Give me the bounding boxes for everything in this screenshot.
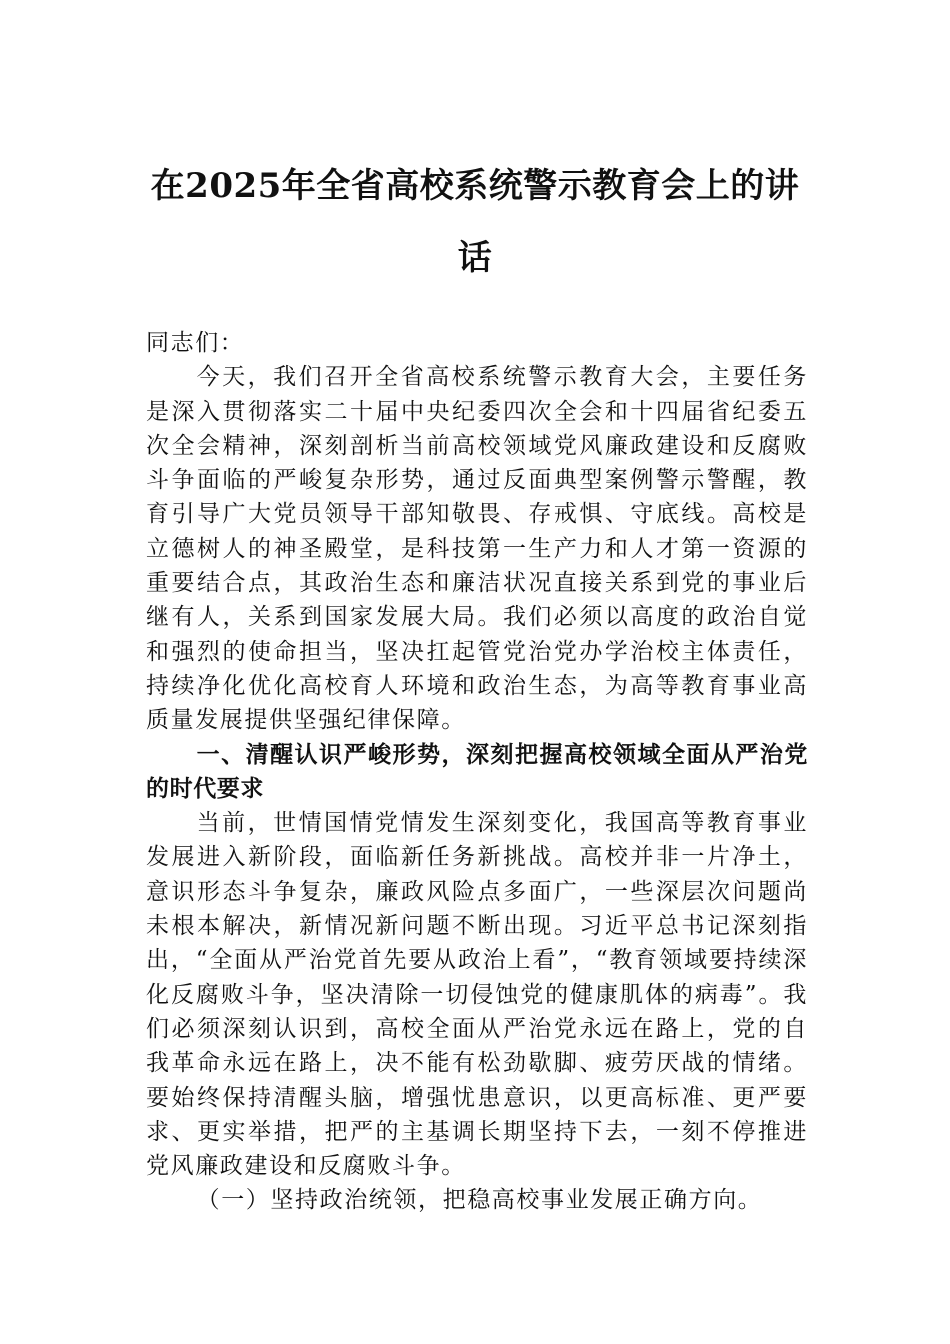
salutation: 同志们：	[146, 330, 245, 356]
intro-paragraph: 今天，我们召开全省高校系统警示教育大会，主要任务是深入贯彻落实二十届中央纪委四次全会和十四届省纪委五次全会精神，深刻剖析当前高校领域党风廉政建设和反腐败斗争面临的严峻复杂形势，通过反面典型案例警示警醒，教育引导广大党员领导干部知敬畏、存戒惧、守底线。高校是立德树人的神圣殿堂，是科技第一生产力和人才第一资源的重要结合点，其政治生态和廉洁状况直接关系到党的事业后继有人，关系到国家发展大局。我们必须以高度的政治自觉和强烈的使命担当，坚决扛起管党治党办学治校主体责任，持续净化优化高校育人环境和政治生态，为高等教育事业高质量发展提供坚强纪律保障。	[146, 364, 808, 734]
subsection-heading-1: （一）坚持政治统领，把稳高校事业发展正确方向。	[196, 1187, 763, 1214]
section-1-paragraph: 当前，世情国情党情发生深刻变化，我国高等教育事业发展进入新阶段，面临新任务新挑战。高校并非一片净土，意识形态斗争复杂，廉政风险点多面广，一些深层次问题尚未根本解决，新情况新问题不断出现。习近平总书记深刻指出，“全面从严治党首先要从政治上看”，“教育领域要持续深化反腐败斗争，坚决清除一切侵蚀党的健康肌体的病毒”。我们必须深刻认识到，高校全面从严治党永远在路上，党的自我革命永远在路上，决不能有松劲歇脚、疲劳厌战的情绪。要始终保持清醒头脑，增强忧患意识，以更高标准、更严要求、更实举措，把严的主基调长期坚持下去，一刻不停推进党风廉政建设和反腐败斗争。	[146, 810, 808, 1180]
section-heading-1: 一、清醒认识严峻形势，深刻把握高校领域全面从严治党的时代要求	[146, 741, 808, 802]
document-title: 在2025年全省高校系统警示教育会上的讲话	[150, 166, 800, 278]
document-body	[146, 326, 808, 1218]
